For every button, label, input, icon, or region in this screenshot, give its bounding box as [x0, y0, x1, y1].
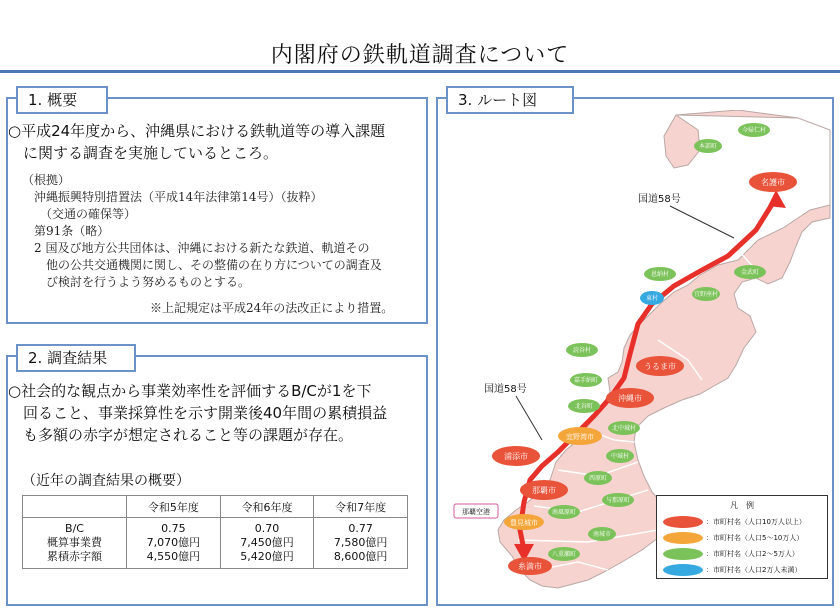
overview-lead-line: ○平成24年度から、沖縄県における鉄軌道等の導入課題 [8, 122, 386, 140]
city-label: 糸満市 [518, 562, 542, 571]
legend-text: ：市町村名（人口10万人以上） [706, 518, 806, 526]
table-cell [127, 518, 221, 569]
city-marker-mid [504, 514, 544, 530]
cell-value: 0.75 [161, 522, 186, 535]
basis-note: ※上記規定は平成24年の法改正により措置。 [150, 301, 394, 315]
legend-item [663, 564, 801, 576]
town-label: 南風原町 [551, 509, 577, 516]
road-label-north: 国道58号 [638, 194, 681, 205]
cell-value: 7,070億円 [146, 536, 201, 549]
town-label: 与那原町 [605, 497, 631, 504]
overview-lead-line: に関する調査を実施しているところ。 [8, 144, 279, 162]
overview-heading: 1. 概要 [16, 86, 108, 114]
legend-text: ：市町村名（人口2万人未満） [706, 566, 802, 574]
city-marker-large [636, 356, 684, 376]
road-leader-line [670, 206, 734, 238]
cell-value: 4,550億円 [146, 550, 201, 563]
cell-value: 0.77 [348, 522, 373, 535]
town-label: 金武町 [740, 269, 760, 276]
cell-value: 0.70 [254, 522, 280, 535]
town-label: 中城村 [610, 453, 630, 460]
town-label: 読谷村 [572, 347, 592, 354]
city-label: 浦添市 [504, 452, 528, 461]
results-heading: 2. 調査結果 [16, 344, 136, 372]
legend-swatch [663, 516, 703, 528]
town-label: 北谷町 [574, 403, 594, 410]
legend-swatch [663, 548, 703, 560]
cell-value: 5,420億円 [240, 550, 294, 563]
table-header-row [23, 496, 408, 518]
northern-peninsula [664, 115, 700, 168]
city-label: 名護市 [761, 178, 785, 187]
airport-label: 那覇空港 [462, 508, 490, 516]
cell-value: 7,450億円 [240, 536, 294, 549]
city-label: うるま市 [644, 362, 676, 371]
page-title: 内閣府の鉄軌道調査について [270, 43, 570, 68]
basis-line: （根拠） [22, 173, 71, 187]
town-label: 西原町 [588, 475, 608, 482]
city-marker-large [492, 446, 540, 466]
road-leader-line [516, 396, 542, 440]
results-lead-line: 回ること、事業採算性を示す開業後40年間の累積損益 [8, 404, 388, 422]
table-header-cell: 令和6年度 [220, 496, 314, 518]
row-label: 累積赤字額 [47, 550, 102, 563]
cell-value: 7,580億円 [333, 536, 388, 549]
legend-text: ：市町村名（人口5～10万人） [706, 534, 804, 542]
legend-swatch [663, 532, 703, 544]
table-header-cell: 令和5年度 [127, 496, 221, 518]
table-cell [314, 518, 408, 569]
legend-item [663, 532, 803, 544]
city-marker-large [520, 480, 568, 500]
town-label: 今帰仁村 [741, 127, 767, 134]
basis-line: （交通の確保等） [22, 207, 137, 221]
row-labels-cell [23, 518, 127, 569]
city-label: 沖縄市 [618, 394, 642, 403]
results-lead [8, 380, 387, 446]
city-marker-large [749, 172, 797, 192]
row-label: B/C [65, 522, 84, 535]
town-label: 本部町 [698, 143, 718, 150]
legend-item [663, 548, 799, 560]
town-label: 東村 [645, 295, 659, 302]
table-header-cell [23, 496, 127, 518]
table-row [23, 518, 408, 569]
town-label: 嘉手納町 [573, 377, 599, 384]
legend-text: ：市町村名（人口2～5万人） [706, 550, 799, 558]
results-table-title: （近年の調査結果の概要） [22, 473, 190, 489]
legend-title: 凡 例 [730, 501, 754, 510]
town-label: 南城市 [592, 531, 612, 538]
city-label: 那覇市 [532, 486, 556, 495]
town-label: 宜野座村 [693, 291, 719, 298]
basis-line: 沖縄振興特別措置法（平成14年法律第14号）（抜粋） [22, 190, 323, 204]
legend-swatch [663, 564, 703, 576]
route-arrow-north-icon [768, 190, 786, 208]
table-header-cell: 令和7年度 [314, 496, 408, 518]
city-marker-large [606, 388, 654, 408]
results-lead-line: ○社会的な観点から事業効率性を評価するB/Cが1を下 [8, 382, 372, 400]
basis-line: 他の公共交通機関に関し、その整備の在り方についての調査及 [22, 258, 382, 272]
legal-basis [22, 172, 382, 291]
table-cell [220, 518, 314, 569]
city-label: 豊見城市 [510, 519, 538, 527]
city-marker-mid [558, 427, 602, 445]
city-marker-large [508, 557, 552, 575]
cell-value: 8,600億円 [333, 550, 388, 563]
overview-lead [8, 120, 385, 164]
town-label: 八重瀬町 [551, 551, 577, 558]
town-label: 北中城村 [611, 425, 637, 432]
legend-item [663, 516, 806, 528]
route-map-heading: 3. ルート図 [446, 86, 574, 114]
city-label: 宜野湾市 [566, 433, 594, 441]
basis-line: び検討を行うよう努めるものとする。 [22, 275, 251, 289]
basis-line: 2 国及び地方公共団体は、沖縄における新たな鉄道、軌道その [22, 241, 370, 255]
town-label: 恩納村 [650, 271, 670, 278]
results-table [22, 495, 408, 569]
map-legend [656, 495, 828, 579]
results-lead-line: も多額の赤字が想定されること等の課題が存在。 [8, 426, 354, 444]
row-label: 概算事業費 [47, 536, 102, 549]
title-divider [0, 70, 840, 73]
basis-line: 第91条（略） [22, 224, 110, 238]
road-label-south: 国道58号 [484, 384, 527, 395]
